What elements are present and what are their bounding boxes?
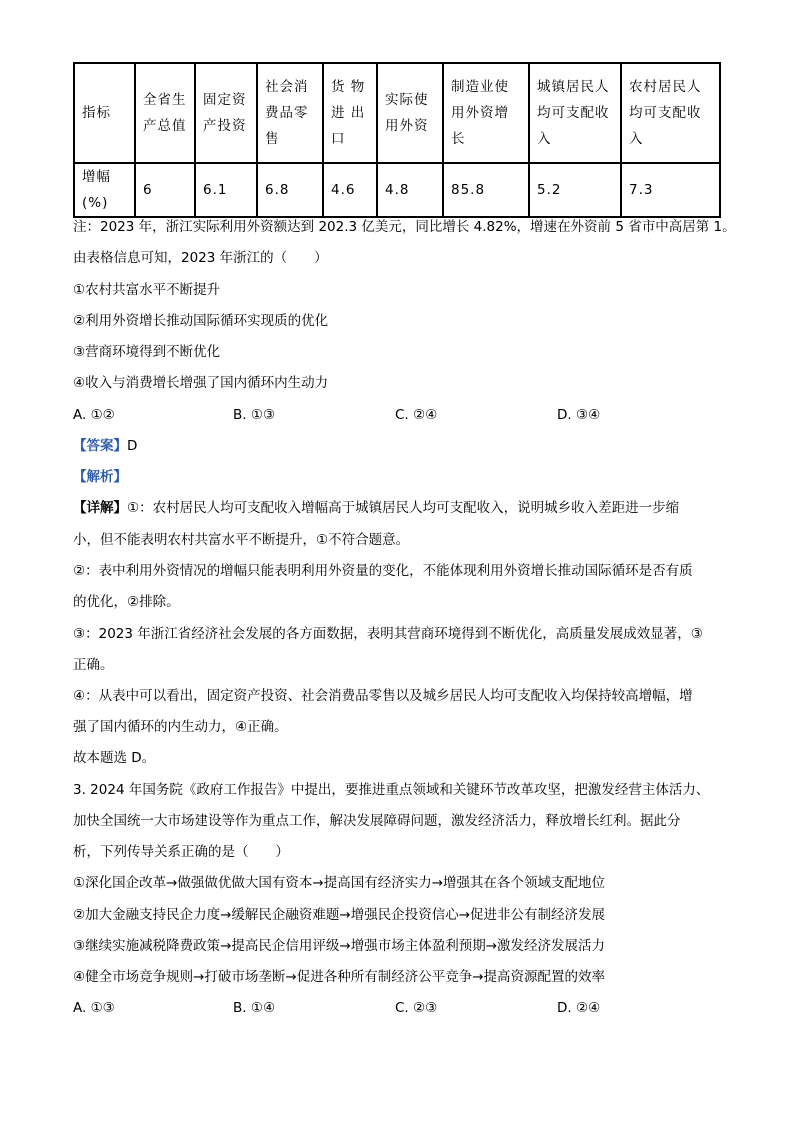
table-header-cell: 制造业使用外资增长 — [443, 63, 529, 163]
option-c: C. ②③ — [395, 1000, 438, 1016]
explanation-line: ④：从表中可以看出，固定资产投资、社会消费品零售以及城乡居民人均可支配收入均保持较高增幅，增 — [73, 688, 693, 704]
answer-label: 【答案】 — [73, 438, 127, 454]
table-cell: 4.8 — [377, 163, 443, 217]
table-header-cell: 货 物 进 出 口 — [323, 63, 377, 163]
question-stem-line: 析，下列传导关系正确的是（ ） — [73, 844, 289, 860]
answer-line — [73, 436, 137, 456]
option-b: B. ①④ — [233, 1000, 276, 1016]
option-a: A. ①② — [73, 407, 115, 423]
explanation-line: 的优化，②排除。 — [73, 594, 180, 610]
table-cell: 4.6 — [323, 163, 377, 217]
statement-item: ②利用外资增长推动国际循环实现质的优化 — [73, 313, 329, 329]
statement-item: ④健全市场竞争规则→打破市场垄断→促进各种所有制经济公平竞争→提高资源配置的效率 — [73, 969, 606, 985]
table-cell: 85.8 — [443, 163, 529, 217]
explanation-line — [73, 498, 679, 518]
explanation-text: ①：农村居民人均可支配收入增幅高于城镇居民人均可支配收入，说明城乡收入差距进一步缩 — [127, 500, 680, 516]
table-header-cell: 实际使用外资 — [377, 63, 443, 163]
statement-item: ①深化国企改革→做强做优做大国有资本→提高国有经济实力→增强其在各个领域支配地位 — [73, 875, 606, 891]
statement-item: ③营商环境得到不断优化 — [73, 344, 221, 360]
explanation-line: ②：表中利用外资情况的增幅只能表明利用外资量的变化，不能体现利用外资增长推动国际循环是否有质 — [73, 563, 693, 579]
question-stem: 由表格信息可知，2023 年浙江的（ ） — [73, 250, 328, 266]
analysis-heading — [73, 467, 127, 487]
answer-options — [73, 405, 733, 425]
table-cell: 6.1 — [195, 163, 257, 217]
answer-value: D — [127, 438, 138, 454]
table-header-cell: 城镇居民人均可支配收入 — [529, 63, 621, 163]
option-c: C. ②④ — [395, 407, 438, 423]
table-header-cell: 全省生产总值 — [135, 63, 195, 163]
option-a: A. ①③ — [73, 1000, 115, 1016]
explanation-conclusion: 故本题选 D。 — [73, 750, 156, 766]
analysis-label: 【解析】 — [73, 469, 127, 485]
question-stem-line: 加快全国统一大市场建设等作为重点工作，解决发展障碍问题，激发经济活力，释放增长红利。据此分 — [73, 813, 681, 829]
table-cell: 5.2 — [529, 163, 621, 217]
answer-options — [73, 998, 733, 1018]
table-cell: 6 — [135, 163, 195, 217]
detail-label: 【详解】 — [73, 500, 127, 516]
statement-item: ③继续实施减税降费政策→提高民企信用评级→增强市场主体盈利预期→激发经济发展活力 — [73, 938, 606, 954]
statement-item: ④收入与消费增长增强了国内循环内生动力 — [73, 375, 329, 391]
table-cell: 6.8 — [257, 163, 323, 217]
table-header-cell: 指标 — [74, 63, 135, 163]
option-d: D. ③④ — [557, 407, 601, 423]
statement-item: ①农村共富水平不断提升 — [73, 282, 221, 298]
option-b: B. ①③ — [233, 407, 276, 423]
table-header-cell: 社会消费品零售 — [257, 63, 323, 163]
table-row — [74, 163, 720, 217]
explanation-line: ③：2023 年浙江省经济社会发展的各方面数据，表明其营商环境得到不断优化，高质量发展成效显著，③ — [73, 626, 703, 642]
explanation-line: 小，但不能表明农村共富水平不断提升，①不符合题意。 — [73, 532, 410, 548]
option-d: D. ②④ — [557, 1000, 601, 1016]
statement-item: ②加大金融支持民企力度→缓解民企融资难题→增强民企投资信心→促进非公有制经济发展 — [73, 907, 606, 923]
growth-table — [73, 62, 721, 218]
table-cell: 增幅(%) — [74, 163, 135, 217]
table-header-cell: 农村居民人均可支配收入 — [621, 63, 720, 163]
table-cell: 7.3 — [621, 163, 720, 217]
table-note: 注：2023 年，浙江实际利用外资额达到 202.3 亿美元，同比增长 4.82%，增速在外资前 5 省市中高居第 1。 — [73, 219, 736, 235]
table-header-row — [74, 63, 720, 163]
explanation-line: 正确。 — [73, 657, 114, 673]
explanation-line: 强了国内循环的内生动力，④正确。 — [73, 719, 288, 735]
question-stem-line: 3. 2024 年国务院《政府工作报告》中提出，要推进重点领域和关键环节改革攻坚，把激发经营主体活力、 — [73, 782, 710, 798]
table-header-cell: 固定资产投资 — [195, 63, 257, 163]
